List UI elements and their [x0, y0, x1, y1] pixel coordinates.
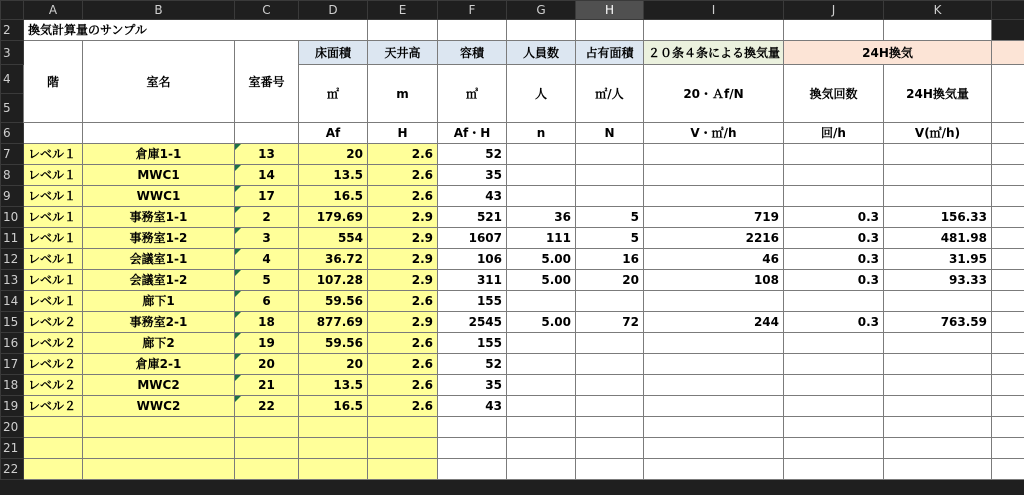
column-header-g[interactable]: G: [507, 1, 576, 20]
people-cell[interactable]: 5.00: [507, 270, 576, 291]
empty-cell[interactable]: [299, 459, 368, 480]
empty-cell[interactable]: [83, 123, 235, 144]
empty-cell[interactable]: [992, 249, 1024, 270]
ceiling-height-cell[interactable]: 2.6: [368, 333, 438, 354]
empty-cell[interactable]: [235, 417, 299, 438]
level-cell[interactable]: レベル２: [24, 354, 83, 375]
level-cell[interactable]: レベル１: [24, 144, 83, 165]
air-change-cell[interactable]: [784, 165, 884, 186]
row-header[interactable]: 16: [1, 333, 24, 354]
volume-cell[interactable]: 43: [438, 396, 507, 417]
occupancy-cell[interactable]: [576, 186, 644, 207]
volume-cell[interactable]: 155: [438, 291, 507, 312]
empty-cell[interactable]: [438, 20, 507, 41]
level-cell[interactable]: レベル１: [24, 207, 83, 228]
occupancy-cell[interactable]: 16: [576, 249, 644, 270]
occupancy-cell[interactable]: [576, 354, 644, 375]
volume-cell[interactable]: 52: [438, 144, 507, 165]
column-header-i[interactable]: I: [644, 1, 784, 20]
volume-cell[interactable]: 52: [438, 354, 507, 375]
room-number-cell[interactable]: 19: [235, 333, 299, 354]
table-row: [1, 438, 1024, 459]
empty-cell[interactable]: [368, 459, 438, 480]
ceiling-height-cell[interactable]: 2.6: [368, 144, 438, 165]
air-change-cell[interactable]: 0.3: [784, 249, 884, 270]
room-number-cell[interactable]: 4: [235, 249, 299, 270]
row-header[interactable]: 6: [1, 123, 24, 144]
vent-24h-cell[interactable]: 31.95: [884, 249, 992, 270]
header-symbol-cell-f[interactable]: Af・H: [438, 123, 507, 144]
law-vent-cell[interactable]: [644, 354, 784, 375]
vent-24h-cell[interactable]: 93.33: [884, 270, 992, 291]
empty-cell[interactable]: [992, 144, 1024, 165]
empty-cell[interactable]: [992, 291, 1024, 312]
law-vent-cell[interactable]: [644, 375, 784, 396]
table-row: [1, 270, 1024, 291]
level-cell[interactable]: レベル１: [24, 186, 83, 207]
header-roomno-cell[interactable]: 室番号: [235, 41, 299, 123]
occupancy-cell[interactable]: 72: [576, 312, 644, 333]
law-vent-cell[interactable]: [644, 396, 784, 417]
room-number-cell[interactable]: 20: [235, 354, 299, 375]
empty-cell[interactable]: [884, 417, 992, 438]
floor-area-cell[interactable]: 554: [299, 228, 368, 249]
empty-cell[interactable]: [644, 438, 784, 459]
vent-24h-cell[interactable]: [884, 333, 992, 354]
ceiling-height-cell[interactable]: 2.9: [368, 228, 438, 249]
column-header-e[interactable]: E: [368, 1, 438, 20]
people-cell[interactable]: 5.00: [507, 249, 576, 270]
header-law-vent-cell[interactable]: ２０条４条による換気量: [644, 41, 784, 65]
room-name-cell[interactable]: 倉庫1-1: [83, 144, 235, 165]
volume-cell[interactable]: 43: [438, 186, 507, 207]
room-name-cell[interactable]: 廊下1: [83, 291, 235, 312]
room-name-cell[interactable]: 廊下2: [83, 333, 235, 354]
people-cell[interactable]: [507, 144, 576, 165]
room-number-cell[interactable]: 6: [235, 291, 299, 312]
empty-cell[interactable]: [24, 123, 83, 144]
people-cell[interactable]: [507, 333, 576, 354]
empty-cell[interactable]: [992, 312, 1024, 333]
floor-area-cell[interactable]: 20: [299, 354, 368, 375]
empty-cell[interactable]: [438, 459, 507, 480]
row-header[interactable]: 2: [1, 20, 24, 41]
empty-cell[interactable]: [992, 165, 1024, 186]
law-vent-cell[interactable]: 719: [644, 207, 784, 228]
occupancy-cell[interactable]: 5: [576, 228, 644, 249]
air-change-cell[interactable]: [784, 291, 884, 312]
column-header-b[interactable]: B: [83, 1, 235, 20]
table-row: [1, 144, 1024, 165]
room-name-cell[interactable]: WWC2: [83, 396, 235, 417]
empty-cell[interactable]: [83, 438, 235, 459]
empty-cell[interactable]: [507, 438, 576, 459]
ceiling-height-cell[interactable]: 2.6: [368, 375, 438, 396]
empty-cell[interactable]: [784, 417, 884, 438]
empty-cell[interactable]: [992, 186, 1024, 207]
header-symbol-cell-i[interactable]: V・㎥/h: [644, 123, 784, 144]
row-header[interactable]: 10: [1, 207, 24, 228]
header-extra-cell[interactable]: [992, 41, 1024, 65]
row-header[interactable]: 20: [1, 417, 24, 438]
vent-24h-cell[interactable]: [884, 354, 992, 375]
occupancy-cell[interactable]: 5: [576, 207, 644, 228]
level-cell[interactable]: レベル１: [24, 249, 83, 270]
volume-cell[interactable]: 35: [438, 375, 507, 396]
empty-cell[interactable]: [235, 459, 299, 480]
vent-24h-cell[interactable]: 763.59: [884, 312, 992, 333]
header-unit-cell-j[interactable]: 換気回数: [784, 65, 884, 123]
empty-cell[interactable]: [884, 20, 992, 41]
column-header-c[interactable]: C: [235, 1, 299, 20]
vent-24h-cell[interactable]: [884, 186, 992, 207]
level-cell[interactable]: レベル２: [24, 375, 83, 396]
law-vent-cell[interactable]: 244: [644, 312, 784, 333]
volume-cell[interactable]: 106: [438, 249, 507, 270]
empty-cell[interactable]: [576, 438, 644, 459]
law-vent-cell[interactable]: 46: [644, 249, 784, 270]
empty-cell[interactable]: [644, 417, 784, 438]
room-number-cell[interactable]: 2: [235, 207, 299, 228]
column-header-h[interactable]: H: [576, 1, 644, 20]
people-cell[interactable]: [507, 396, 576, 417]
air-change-cell[interactable]: [784, 186, 884, 207]
sheet-row: [1, 20, 1024, 41]
row-header[interactable]: 11: [1, 228, 24, 249]
ceiling-height-cell[interactable]: 2.9: [368, 312, 438, 333]
header-symbol-cell-g[interactable]: n: [507, 123, 576, 144]
ceiling-height-cell[interactable]: 2.6: [368, 396, 438, 417]
volume-cell[interactable]: 311: [438, 270, 507, 291]
empty-cell[interactable]: [83, 417, 235, 438]
volume-cell[interactable]: 2545: [438, 312, 507, 333]
ceiling-height-cell[interactable]: 2.6: [368, 354, 438, 375]
occupancy-cell[interactable]: [576, 165, 644, 186]
room-name-cell[interactable]: 会議室1-1: [83, 249, 235, 270]
empty-cell[interactable]: [784, 438, 884, 459]
air-change-cell[interactable]: [784, 375, 884, 396]
empty-cell[interactable]: [235, 438, 299, 459]
room-number-cell[interactable]: 14: [235, 165, 299, 186]
room-number-cell[interactable]: 18: [235, 312, 299, 333]
people-cell[interactable]: [507, 186, 576, 207]
empty-cell[interactable]: [576, 459, 644, 480]
room-name-cell[interactable]: 事務室2-1: [83, 312, 235, 333]
header-unit-cell-g[interactable]: 人: [507, 65, 576, 123]
column-header-a[interactable]: A: [24, 1, 83, 20]
empty-cell[interactable]: [992, 417, 1024, 438]
table-row: [1, 375, 1024, 396]
column-header-row: [1, 1, 1024, 20]
floor-area-cell[interactable]: 20: [299, 144, 368, 165]
people-cell[interactable]: [507, 291, 576, 312]
empty-cell[interactable]: [368, 438, 438, 459]
law-vent-cell[interactable]: 2216: [644, 228, 784, 249]
empty-cell[interactable]: [784, 459, 884, 480]
empty-cell[interactable]: [507, 417, 576, 438]
empty-cell[interactable]: [992, 65, 1024, 123]
table-row: [1, 354, 1024, 375]
level-cell[interactable]: レベル１: [24, 165, 83, 186]
vent-24h-cell[interactable]: [884, 291, 992, 312]
empty-cell[interactable]: [24, 459, 83, 480]
empty-cell[interactable]: [992, 270, 1024, 291]
empty-cell[interactable]: [992, 375, 1024, 396]
row-header[interactable]: 14: [1, 291, 24, 312]
room-number-cell[interactable]: 21: [235, 375, 299, 396]
row-header[interactable]: 15: [1, 312, 24, 333]
empty-cell[interactable]: [784, 20, 884, 41]
ceiling-height-cell[interactable]: 2.9: [368, 270, 438, 291]
row-header[interactable]: 13: [1, 270, 24, 291]
header-symbol-cell-h[interactable]: N: [576, 123, 644, 144]
header-unit-cell-f[interactable]: ㎥: [438, 65, 507, 123]
law-vent-cell[interactable]: [644, 186, 784, 207]
row-header[interactable]: 12: [1, 249, 24, 270]
header-people-cell[interactable]: 人員数: [507, 41, 576, 65]
level-cell[interactable]: レベル２: [24, 312, 83, 333]
empty-cell[interactable]: [576, 417, 644, 438]
empty-cell[interactable]: [438, 417, 507, 438]
people-cell[interactable]: [507, 354, 576, 375]
row-header[interactable]: 4: [1, 65, 24, 94]
occupancy-cell[interactable]: [576, 396, 644, 417]
level-cell[interactable]: レベル１: [24, 270, 83, 291]
table-row: [1, 186, 1024, 207]
header-symbol-cell-k[interactable]: V(㎥/h): [884, 123, 992, 144]
law-vent-cell[interactable]: 108: [644, 270, 784, 291]
empty-cell[interactable]: [368, 417, 438, 438]
floor-area-cell[interactable]: 16.5: [299, 396, 368, 417]
vent-24h-cell[interactable]: 481.98: [884, 228, 992, 249]
vent-24h-cell[interactable]: 156.33: [884, 207, 992, 228]
people-cell[interactable]: 36: [507, 207, 576, 228]
people-cell[interactable]: 111: [507, 228, 576, 249]
floor-area-cell[interactable]: 59.56: [299, 291, 368, 312]
header-level-cell[interactable]: 階: [24, 41, 83, 123]
header-floor-area-cell[interactable]: 床面積: [299, 41, 368, 65]
empty-cell[interactable]: [438, 438, 507, 459]
volume-cell[interactable]: 1607: [438, 228, 507, 249]
floor-area-cell[interactable]: 13.5: [299, 375, 368, 396]
column-header-l[interactable]: [992, 1, 1024, 20]
header-occupancy-cell[interactable]: 占有面積: [576, 41, 644, 65]
empty-cell[interactable]: [644, 459, 784, 480]
sheet-row: [1, 123, 1024, 144]
room-name-cell[interactable]: WWC1: [83, 186, 235, 207]
empty-cell[interactable]: [299, 438, 368, 459]
room-name-cell[interactable]: MWC2: [83, 375, 235, 396]
air-change-cell[interactable]: 0.3: [784, 312, 884, 333]
empty-cell[interactable]: [83, 459, 235, 480]
header-unit-cell-i[interactable]: 20・Ａf/N: [644, 65, 784, 123]
air-change-cell[interactable]: [784, 396, 884, 417]
ceiling-height-cell[interactable]: 2.9: [368, 249, 438, 270]
floor-area-cell[interactable]: 179.69: [299, 207, 368, 228]
table-row: [1, 459, 1024, 480]
header-unit-cell-e[interactable]: m: [368, 65, 438, 123]
occupancy-cell[interactable]: [576, 291, 644, 312]
row-header[interactable]: 19: [1, 396, 24, 417]
table-row: [1, 228, 1024, 249]
volume-cell[interactable]: 35: [438, 165, 507, 186]
room-number-cell[interactable]: 13: [235, 144, 299, 165]
empty-cell[interactable]: [235, 123, 299, 144]
header-unit-cell-k[interactable]: 24H換気量: [884, 65, 992, 123]
header-symbol-cell-j[interactable]: 回/h: [784, 123, 884, 144]
law-vent-cell[interactable]: [644, 333, 784, 354]
empty-cell[interactable]: [992, 207, 1024, 228]
table-row: [1, 333, 1024, 354]
people-cell[interactable]: [507, 375, 576, 396]
floor-area-cell[interactable]: 16.5: [299, 186, 368, 207]
ceiling-height-cell[interactable]: 2.6: [368, 165, 438, 186]
row-header[interactable]: 21: [1, 438, 24, 459]
row-header[interactable]: 3: [1, 41, 24, 65]
occupancy-cell[interactable]: 20: [576, 270, 644, 291]
air-change-cell[interactable]: [784, 144, 884, 165]
column-header-f[interactable]: F: [438, 1, 507, 20]
row-header[interactable]: 8: [1, 165, 24, 186]
table-row: [1, 396, 1024, 417]
room-name-cell[interactable]: 事務室1-2: [83, 228, 235, 249]
volume-cell[interactable]: 155: [438, 333, 507, 354]
room-number-cell[interactable]: 5: [235, 270, 299, 291]
floor-area-cell[interactable]: 36.72: [299, 249, 368, 270]
law-vent-cell[interactable]: [644, 144, 784, 165]
row-header[interactable]: 18: [1, 375, 24, 396]
row-header[interactable]: 7: [1, 144, 24, 165]
table-row: [1, 417, 1024, 438]
floor-area-cell[interactable]: 877.69: [299, 312, 368, 333]
header-24h-cell[interactable]: 24H換気: [784, 41, 992, 65]
column-header-k[interactable]: K: [884, 1, 992, 20]
room-number-cell[interactable]: 17: [235, 186, 299, 207]
table-row: [1, 249, 1024, 270]
empty-cell[interactable]: [992, 123, 1024, 144]
sheet-title-cell[interactable]: 換気計算量のサンプル: [24, 20, 368, 41]
table-row: [1, 165, 1024, 186]
column-header-d[interactable]: D: [299, 1, 368, 20]
empty-cell[interactable]: [992, 459, 1024, 480]
vent-24h-cell[interactable]: [884, 375, 992, 396]
volume-cell[interactable]: 521: [438, 207, 507, 228]
vent-24h-cell[interactable]: [884, 144, 992, 165]
header-symbol-cell-d[interactable]: Af: [299, 123, 368, 144]
occupancy-cell[interactable]: [576, 144, 644, 165]
room-name-cell[interactable]: 事務室1-1: [83, 207, 235, 228]
table-row: [1, 312, 1024, 333]
column-header-j[interactable]: J: [784, 1, 884, 20]
occupancy-cell[interactable]: [576, 375, 644, 396]
row-header[interactable]: 17: [1, 354, 24, 375]
empty-cell[interactable]: [576, 20, 644, 41]
room-number-cell[interactable]: 22: [235, 396, 299, 417]
header-volume-cell[interactable]: 容積: [438, 41, 507, 65]
row-header[interactable]: 5: [1, 94, 24, 123]
select-all-corner[interactable]: [1, 1, 24, 20]
row-header[interactable]: 22: [1, 459, 24, 480]
empty-cell[interactable]: [507, 20, 576, 41]
floor-area-cell[interactable]: 107.28: [299, 270, 368, 291]
room-name-cell[interactable]: MWC1: [83, 165, 235, 186]
occupancy-cell[interactable]: [576, 333, 644, 354]
header-unit-cell-h[interactable]: ㎡/人: [576, 65, 644, 123]
empty-cell[interactable]: [24, 417, 83, 438]
empty-cell[interactable]: [24, 438, 83, 459]
room-number-cell[interactable]: 3: [235, 228, 299, 249]
air-change-cell[interactable]: 0.3: [784, 228, 884, 249]
level-cell[interactable]: レベル１: [24, 291, 83, 312]
sheet-row: [1, 41, 1024, 65]
empty-cell[interactable]: [992, 438, 1024, 459]
header-symbol-cell-e[interactable]: H: [368, 123, 438, 144]
law-vent-cell[interactable]: [644, 291, 784, 312]
ceiling-height-cell[interactable]: 2.9: [368, 207, 438, 228]
ceiling-height-cell[interactable]: 2.6: [368, 186, 438, 207]
people-cell[interactable]: 5.00: [507, 312, 576, 333]
level-cell[interactable]: レベル２: [24, 333, 83, 354]
room-name-cell[interactable]: 倉庫2-1: [83, 354, 235, 375]
empty-cell[interactable]: [507, 459, 576, 480]
empty-cell[interactable]: [992, 354, 1024, 375]
empty-cell[interactable]: [992, 333, 1024, 354]
air-change-cell[interactable]: [784, 354, 884, 375]
empty-cell[interactable]: [884, 438, 992, 459]
air-change-cell[interactable]: 0.3: [784, 207, 884, 228]
empty-cell[interactable]: [992, 228, 1024, 249]
row-header[interactable]: 9: [1, 186, 24, 207]
vent-24h-cell[interactable]: [884, 396, 992, 417]
air-change-cell[interactable]: [784, 333, 884, 354]
people-cell[interactable]: [507, 165, 576, 186]
vent-24h-cell[interactable]: [884, 165, 992, 186]
empty-cell[interactable]: [644, 20, 784, 41]
floor-area-cell[interactable]: 13.5: [299, 165, 368, 186]
ceiling-height-cell[interactable]: 2.6: [368, 291, 438, 312]
level-cell[interactable]: レベル２: [24, 396, 83, 417]
level-cell[interactable]: レベル１: [24, 228, 83, 249]
law-vent-cell[interactable]: [644, 165, 784, 186]
empty-cell[interactable]: [992, 396, 1024, 417]
room-name-cell[interactable]: 会議室1-2: [83, 270, 235, 291]
header-room-cell[interactable]: 室名: [83, 41, 235, 123]
empty-cell[interactable]: [884, 459, 992, 480]
header-unit-cell-d[interactable]: ㎡: [299, 65, 368, 123]
table-row: [1, 207, 1024, 228]
empty-cell[interactable]: [368, 20, 438, 41]
empty-cell[interactable]: [299, 417, 368, 438]
floor-area-cell[interactable]: 59.56: [299, 333, 368, 354]
header-ceiling-cell[interactable]: 天井高: [368, 41, 438, 65]
air-change-cell[interactable]: 0.3: [784, 270, 884, 291]
table-row: [1, 291, 1024, 312]
